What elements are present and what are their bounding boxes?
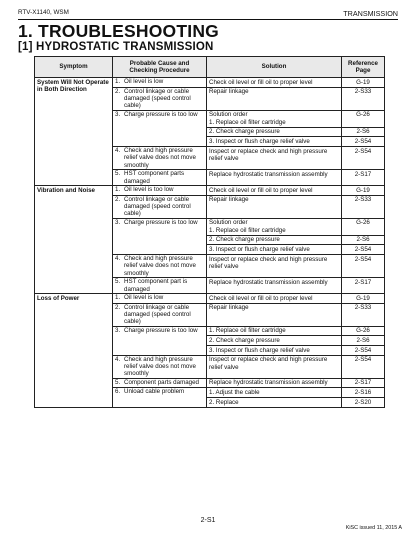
table-row bbox=[35, 186, 385, 196]
table-header-row bbox=[35, 57, 385, 78]
cause-number: 1. bbox=[115, 186, 121, 194]
cause-number: 3. bbox=[115, 110, 121, 118]
reference-page-cell: 2-S54 bbox=[342, 137, 385, 147]
cause-text: Charge pressure is too low bbox=[124, 218, 198, 226]
cause-number: 1. bbox=[115, 78, 121, 85]
column-header-reference: Reference Page bbox=[342, 57, 385, 78]
cause-cell bbox=[113, 186, 207, 196]
issue-note: KiSC issued 11, 2015 A bbox=[345, 525, 402, 531]
solution-cell: 3. Inspect or flush charge relief valve bbox=[207, 346, 342, 356]
symptom-cell: Loss of Power bbox=[35, 294, 113, 408]
cause-text: Component parts damaged bbox=[124, 378, 199, 386]
troubleshooting-table bbox=[34, 56, 385, 408]
solution-cell: 2. Check charge pressure bbox=[207, 235, 342, 245]
cause-cell bbox=[113, 303, 207, 326]
column-header-solution: Solution bbox=[207, 57, 342, 78]
cause-cell bbox=[113, 195, 207, 218]
cause-text: Charge pressure is too low bbox=[124, 326, 198, 334]
cause-cell bbox=[113, 147, 207, 170]
cause-number: 4. bbox=[115, 255, 121, 263]
solution-cell: 1. Adjust the cable bbox=[207, 388, 342, 398]
reference-page-cell: G-26 bbox=[342, 326, 385, 336]
reference-page-cell: 2-S54 bbox=[342, 255, 385, 278]
troubleshooting-table-container bbox=[34, 56, 384, 408]
solution-cell: 1. Replace oil filter cartridge bbox=[207, 326, 342, 336]
cause-number: 3. bbox=[115, 326, 121, 334]
cause-number: 6. bbox=[115, 388, 121, 396]
reference-page-cell: 2-S17 bbox=[342, 378, 385, 388]
cause-text: Check and high pressure relief valve does not move smoothly bbox=[124, 147, 196, 169]
solution-cell: Check oil level or fill oil to proper level bbox=[207, 186, 342, 196]
cause-cell bbox=[113, 378, 207, 388]
cause-text: Oil level is too low bbox=[124, 186, 174, 194]
reference-page-cell: 2-S54 bbox=[342, 355, 385, 378]
column-header-symptom: Symptom bbox=[35, 57, 113, 78]
reference-page-cell: 2-S33 bbox=[342, 87, 385, 110]
cause-text: Charge pressure is too low bbox=[124, 110, 198, 118]
reference-page-cell: G-19 bbox=[342, 186, 385, 196]
cause-number: 2. bbox=[115, 195, 121, 203]
reference-page-cell: 2-S6 bbox=[342, 336, 385, 346]
cause-cell bbox=[113, 170, 207, 186]
cause-number: 1. bbox=[115, 294, 121, 302]
reference-page-cell: 2-S6 bbox=[342, 235, 385, 245]
cause-cell bbox=[113, 87, 207, 110]
solution-cell: Check oil level or fill oil to proper level bbox=[207, 294, 342, 304]
header-divider bbox=[18, 19, 398, 20]
cause-number: 5. bbox=[115, 378, 121, 386]
cause-number: 2. bbox=[115, 303, 121, 311]
cause-text: Control linkage or cable damaged (speed control cable) bbox=[124, 87, 191, 110]
cause-text: HST component part is damaged bbox=[124, 278, 188, 293]
reference-page-cell: 2-S33 bbox=[342, 303, 385, 326]
section-title: [1] HYDROSTATIC TRANSMISSION bbox=[18, 41, 214, 53]
solution-cell: Replace hydrostatic transmission assembly bbox=[207, 378, 342, 388]
cause-cell bbox=[113, 110, 207, 146]
reference-page-cell: G-26 bbox=[342, 110, 385, 127]
cause-text: Check and high pressure relief valve does not move smoothly bbox=[124, 255, 196, 277]
solution-cell: 2. Check charge pressure bbox=[207, 336, 342, 346]
page-title: 1. TROUBLESHOOTING bbox=[18, 21, 219, 41]
solution-cell: Solution order 1. Replace oil filter cartridge bbox=[207, 110, 342, 127]
solution-cell: 3. Inspect or flush charge relief valve bbox=[207, 137, 342, 147]
cause-text: Oil level is low bbox=[124, 78, 164, 85]
solution-cell: 3. Inspect or flush charge relief valve bbox=[207, 245, 342, 255]
header-section: TRANSMISSION bbox=[343, 9, 398, 18]
solution-cell: Check oil level or fill oil to proper level bbox=[207, 78, 342, 88]
cause-number: 3. bbox=[115, 218, 121, 226]
cause-cell bbox=[113, 355, 207, 378]
cause-text: HST component parts damaged bbox=[124, 170, 185, 185]
cause-cell bbox=[113, 388, 207, 407]
page-number: 2-S1 bbox=[200, 517, 216, 524]
solution-cell: Replace hydrostatic transmission assembly bbox=[207, 278, 342, 294]
reference-page-cell: 2-S20 bbox=[342, 398, 385, 408]
solution-cell: Repair linkage bbox=[207, 195, 342, 218]
solution-cell: Inspect or replace check and high pressure relief valve bbox=[207, 255, 342, 278]
solution-cell: Replace hydrostatic transmission assembly bbox=[207, 170, 342, 186]
reference-page-cell: 2-S33 bbox=[342, 195, 385, 218]
reference-page-cell: 2-S16 bbox=[342, 388, 385, 398]
table-row bbox=[35, 294, 385, 304]
reference-page-cell: 2-S54 bbox=[342, 245, 385, 255]
table-body bbox=[35, 78, 385, 408]
reference-page-cell: 2-S17 bbox=[342, 278, 385, 294]
solution-cell: Inspect or replace check and high pressure relief valve bbox=[207, 147, 342, 170]
cause-cell bbox=[113, 255, 207, 278]
cause-number: 5. bbox=[115, 278, 121, 286]
header-model: RTV-X1140, WSM bbox=[18, 9, 69, 16]
cause-text: Oil level is low bbox=[124, 294, 164, 302]
reference-page-cell: G-19 bbox=[342, 294, 385, 304]
symptom-cell: System Will Not Operate in Both Direction bbox=[35, 78, 113, 186]
cause-cell bbox=[113, 78, 207, 88]
cause-text: Check and high pressure relief valve does not move smoothly bbox=[124, 355, 196, 378]
solution-cell: 2. Replace bbox=[207, 398, 342, 408]
solution-cell: Repair linkage bbox=[207, 87, 342, 110]
solution-cell: Solution order 1. Replace oil filter cartridge bbox=[207, 218, 342, 235]
cause-number: 4. bbox=[115, 147, 121, 154]
cause-text: Unload cable problem bbox=[124, 388, 185, 396]
cause-number: 2. bbox=[115, 87, 121, 95]
reference-page-cell: 2-S17 bbox=[342, 170, 385, 186]
reference-page-cell: G-26 bbox=[342, 218, 385, 235]
cause-cell bbox=[113, 326, 207, 355]
table-row bbox=[35, 78, 385, 88]
solution-cell: Inspect or replace check and high pressure relief valve bbox=[207, 355, 342, 378]
solution-cell: 2. Check charge pressure bbox=[207, 127, 342, 137]
reference-page-cell: G-19 bbox=[342, 78, 385, 88]
reference-page-cell: 2-S54 bbox=[342, 147, 385, 170]
reference-page-cell: 2-S54 bbox=[342, 346, 385, 356]
symptom-cell: Vibration and Noise bbox=[35, 186, 113, 294]
cause-cell bbox=[113, 294, 207, 304]
cause-text: Control linkage or cable damaged (speed control cable) bbox=[124, 303, 191, 326]
reference-page-cell: 2-S6 bbox=[342, 127, 385, 137]
column-header-cause: Probable Cause and Checking Procedure bbox=[113, 57, 207, 78]
solution-cell: Repair linkage bbox=[207, 303, 342, 326]
cause-cell bbox=[113, 218, 207, 254]
cause-number: 4. bbox=[115, 355, 121, 363]
cause-cell bbox=[113, 278, 207, 294]
cause-number: 5. bbox=[115, 170, 121, 178]
cause-text: Control linkage or cable damaged (speed control cable) bbox=[124, 195, 191, 218]
